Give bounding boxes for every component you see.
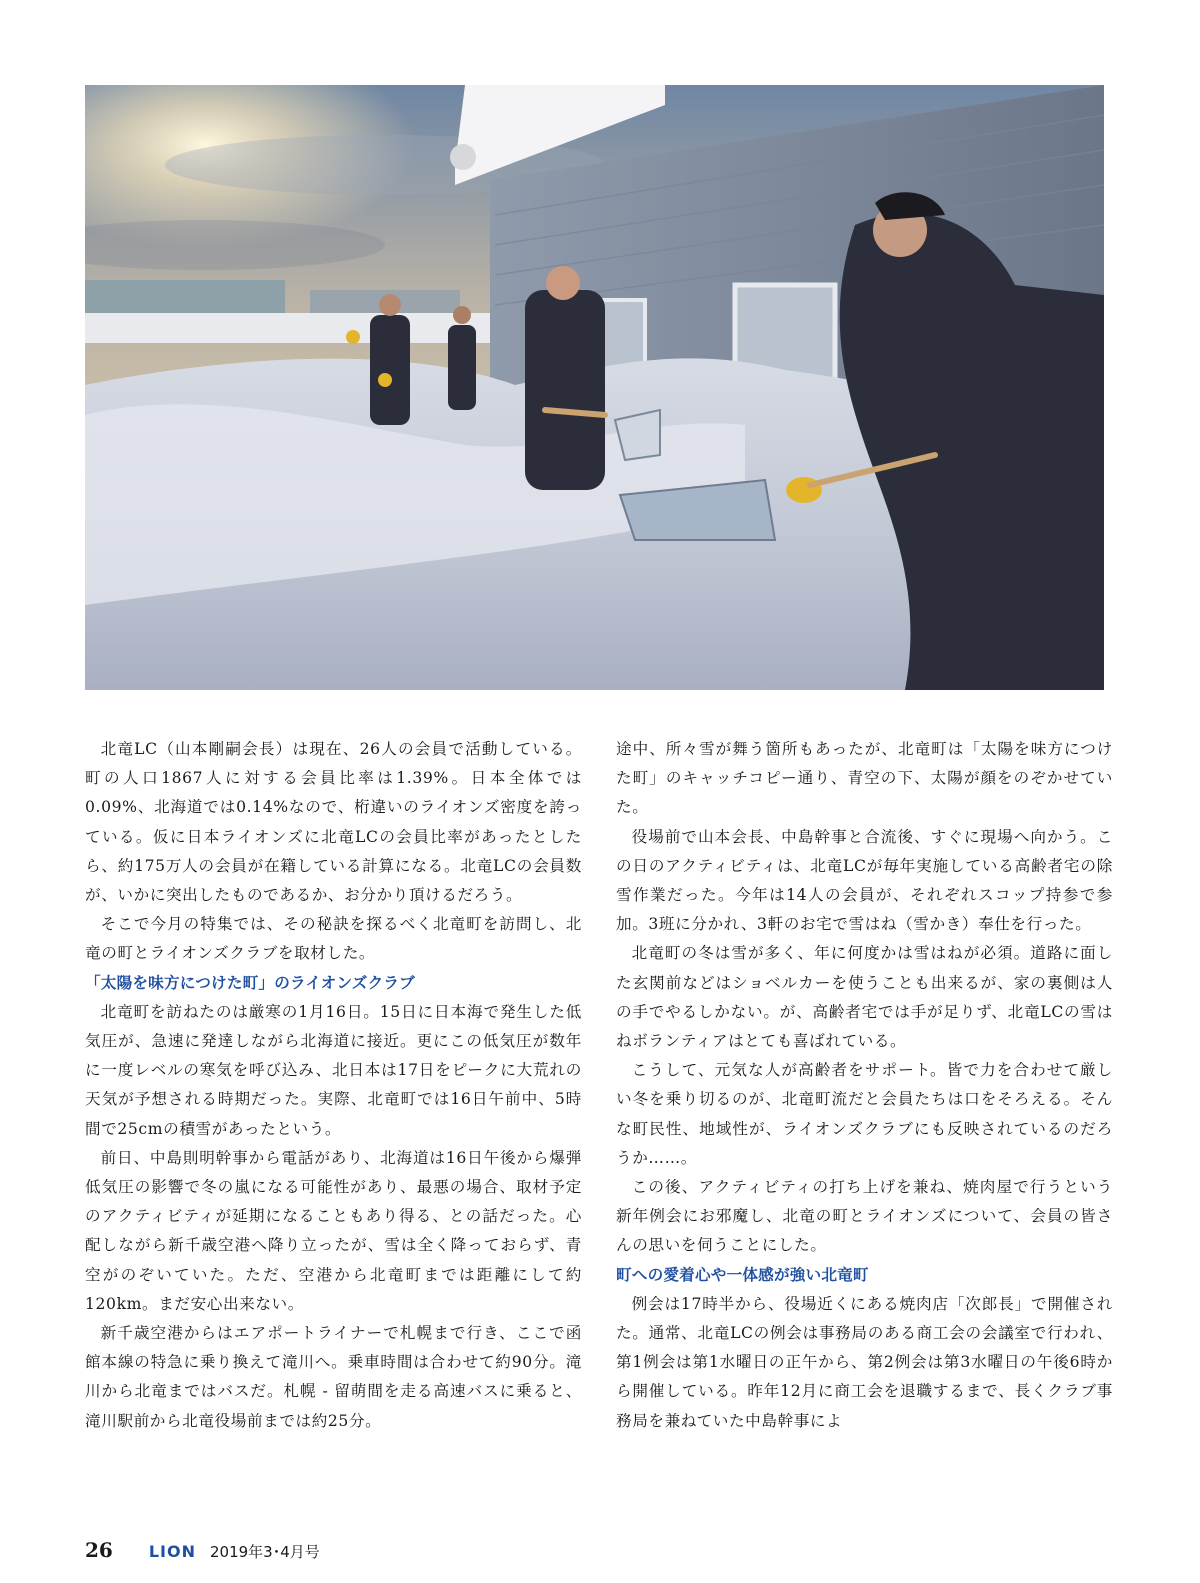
paragraph: 例会は17時半から、役場近くにある焼肉店「次郎長」で開催された。通常、北竜LCの例会は事務局のある商工会の会議室で行われ、第1例会は第1水曜日の正午から、第2例会は第3水曜日の午後6時から開催している。昨年12月に商工会を退職するまで、長くクラブ事務局を兼ねていた中島幹事によ (616, 1294, 1113, 1430)
paragraph: 前日、中島則明幹事から電話があり、北海道は16日午後から爆弾低気圧の影響で冬の嵐になる可能性があり、最悪の場合、取材予定のアクティビティが延期になることもあり得る、との話だった。心配しながら新千歳空港へ降り立ったが、雪は全く降っておらず、青空がのぞいていた。ただ、空港から北竜町までは距離にして約120km。まだ安心出来ない。 (85, 1148, 582, 1313)
paragraph: 北竜町の冬は雪が多く、年に何度かは雪はねが必須。道路に面した玄関前などはショベルカーを使うことも出来るが、家の裏側は人の手でやるしかない。が、高齢者宅では手が足りず、北竜LCの雪はねボランティアはとても喜ばれている。 (616, 944, 1113, 1051)
article-column-left (85, 735, 582, 1436)
page-footer (85, 1538, 320, 1566)
page-number: 26 (85, 1538, 113, 1562)
paragraph: 役場前で山本会長、中島幹事と合流後、すぐに現場へ向かう。この日のアクティビティは、北竜LCが毎年実施している高齢者宅の除雪作業だった。今年は14人の会員が、それぞれスコップ持参で参加。3班に分かれ、3軒のお宅で雪はね（雪かき）奉仕を行った。 (616, 827, 1113, 934)
paragraph: この後、アクティビティの打ち上げを兼ね、焼肉屋で行うという新年例会にお邪魔し、北竜の町とライオンズについて、会員の皆さんの思いを伺うことにした。 (616, 1178, 1113, 1255)
section-heading: 町への愛着心や一体感が強い北竜町 (616, 1265, 869, 1284)
paragraph: 新千歳空港からはエアポートライナーで札幌まで行き、ここで函館本線の特急に乗り換えて滝川へ。乗車時間は合わせて約90分。滝川から北竜まではバスだ。札幌 - 留萌間を走る高速バスに乗ると、滝川駅前から北竜役場前までは約25分。 (85, 1324, 582, 1430)
snow-shoveling-photo (85, 85, 1104, 690)
section-heading: 「太陽を味方につけた町」のライオンズクラブ (85, 973, 415, 992)
paragraph: 途中、所々雪が舞う箇所もあったが、北竜町は「太陽を味方につけた町」のキャッチコピー通り、青空の下、太陽が顔をのぞかせていた。 (616, 740, 1113, 817)
article-column-right (616, 735, 1113, 1436)
paragraph: こうして、元気な人が高齢者をサポート。皆で力を合わせて厳しい冬を乗り切るのが、北竜町流だと会員たちは口をそろえる。そんな町民性、地域性が、ライオンズクラブにも反映されているのだろうか……。 (616, 1061, 1113, 1167)
paragraph: 北竜LC（山本剛嗣会長）は現在、26人の会員で活動している。町の人口1867人に対する会員比率は1.39%。日本全体では0.09%、北海道では0.14%なので、桁違いのライオンズ密度を誇っている。仮に日本ライオンズに北竜LCの会員比率があったとしたら、約175万人の会員が在籍している計算になる。北竜LCの会員数が、いかに突出したものであるか、お分かり頂けるだろう。 (85, 740, 582, 905)
issue-date: 2019年3･4月号 (209, 1543, 320, 1561)
paragraph: そこで今月の特集では、その秘訣を探るべく北竜町を訪問し、北竜の町とライオンズクラブを取材した。 (85, 915, 582, 963)
paragraph: 北竜町を訪ねたのは厳寒の1月16日。15日に日本海で発生した低気圧が、急速に発達しながら北海道に接近。更にこの低気圧が数年に一度レベルの寒気を呼び込み、北日本は17日をピークに大荒れの天気が予想される時期だった。実際、北竜町では16日午前中、5時間で25cmの積雪があったという。 (85, 1002, 582, 1138)
magazine-name: LION (148, 1542, 196, 1561)
